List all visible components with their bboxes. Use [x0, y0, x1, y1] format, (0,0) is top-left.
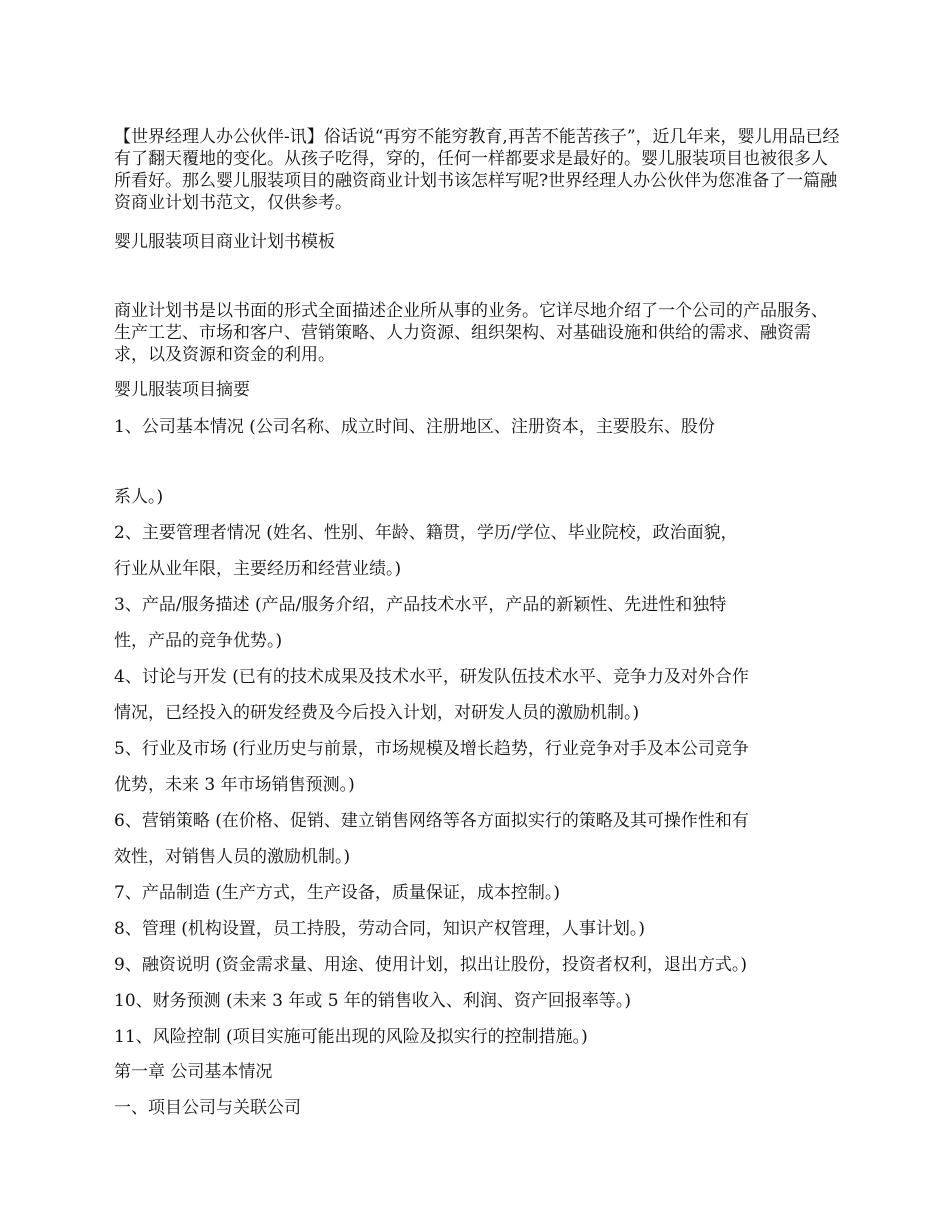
- section-heading: 一、项目公司与关联公司: [114, 1098, 301, 1118]
- summary-item-3-line1: 3、产品/服务描述 (产品/服务介绍，产品技术水平，产品的新颖性、先进性和独特: [114, 595, 727, 615]
- summary-heading: 婴儿服装项目摘要: [114, 380, 250, 400]
- summary-item-4-line2: 情况，已经投入的研发经费及今后投入计划，对研发人员的激励机制。): [114, 703, 640, 723]
- summary-item-2-line1: 2、主要管理者情况 (姓名、性别、年龄、籍贯，学历/学位、毕业院校，政治面貌，: [114, 523, 738, 543]
- chapter-heading: 第一章 公司基本情况: [114, 1062, 273, 1082]
- summary-item-1-line1: 1、公司基本情况 (公司名称、成立时间、注册地区、注册资本，主要股东、股份: [114, 417, 715, 437]
- intro-paragraph: 【世界经理人办公伙伴-讯】俗话说“再穷不能穷教育,再苦不能苦孩子”，近几年来，婴儿用品已经有了翻天覆地的变化。从孩子吃得，穿的，任何一样都要求是最好的。婴儿服装项目也被很多人所看好。那么婴儿服装项目的融资商业计划书该怎样写呢?世界经理人办公伙伴为您准备了一篇融资商业计划书范文，仅供参考。: [114, 127, 840, 213]
- summary-item-6-line2: 效性，对销售人员的激励机制。): [114, 847, 351, 867]
- summary-item-5-line2: 优势，未来 3 年市场销售预测。): [114, 775, 355, 795]
- summary-item-11: 11、风险控制 (项目实施可能出现的风险及拟实行的控制措施。): [114, 1027, 588, 1047]
- summary-item-10: 10、财务预测 (未来 3 年或 5 年的销售收入、利润、资产回报率等。): [114, 991, 632, 1011]
- summary-item-1-line2: 系人。): [114, 487, 164, 507]
- summary-item-7: 7、产品制造 (生产方式，生产设备，质量保证，成本控制。): [114, 883, 560, 903]
- summary-item-9: 9、融资说明 (资金需求量、用途、使用计划，拟出让股份，投资者权利，退出方式。): [114, 955, 747, 975]
- summary-item-2-line2: 行业从业年限，主要经历和经营业绩。): [114, 559, 402, 579]
- document-title: 婴儿服装项目商业计划书模板: [114, 232, 335, 252]
- summary-item-3-line2: 性，产品的竞争优势。): [114, 631, 283, 651]
- summary-item-6-line1: 6、营销策略 (在价格、促销、建立销售网络等各方面拟实行的策略及其可操作性和有: [114, 811, 749, 831]
- summary-item-5-line1: 5、行业及市场 (行业历史与前景，市场规模及增长趋势，行业竞争对手及本公司竞争: [114, 739, 749, 759]
- summary-item-8: 8、管理 (机构设置，员工持股，劳动合同，知识产权管理，人事计划。): [114, 919, 645, 939]
- summary-item-4-line1: 4、讨论与开发 (已有的技术成果及技术水平，研发队伍技术水平、竞争力及对外合作: [114, 667, 749, 687]
- definition-paragraph: 商业计划书是以书面的形式全面描述企业所从事的业务。它详尽地介绍了一个公司的产品服务、生产工艺、市场和客户、营销策略、人力资源、组织架构、对基础设施和供给的需求、融资需求，以及资源和资金的利用。: [114, 301, 828, 365]
